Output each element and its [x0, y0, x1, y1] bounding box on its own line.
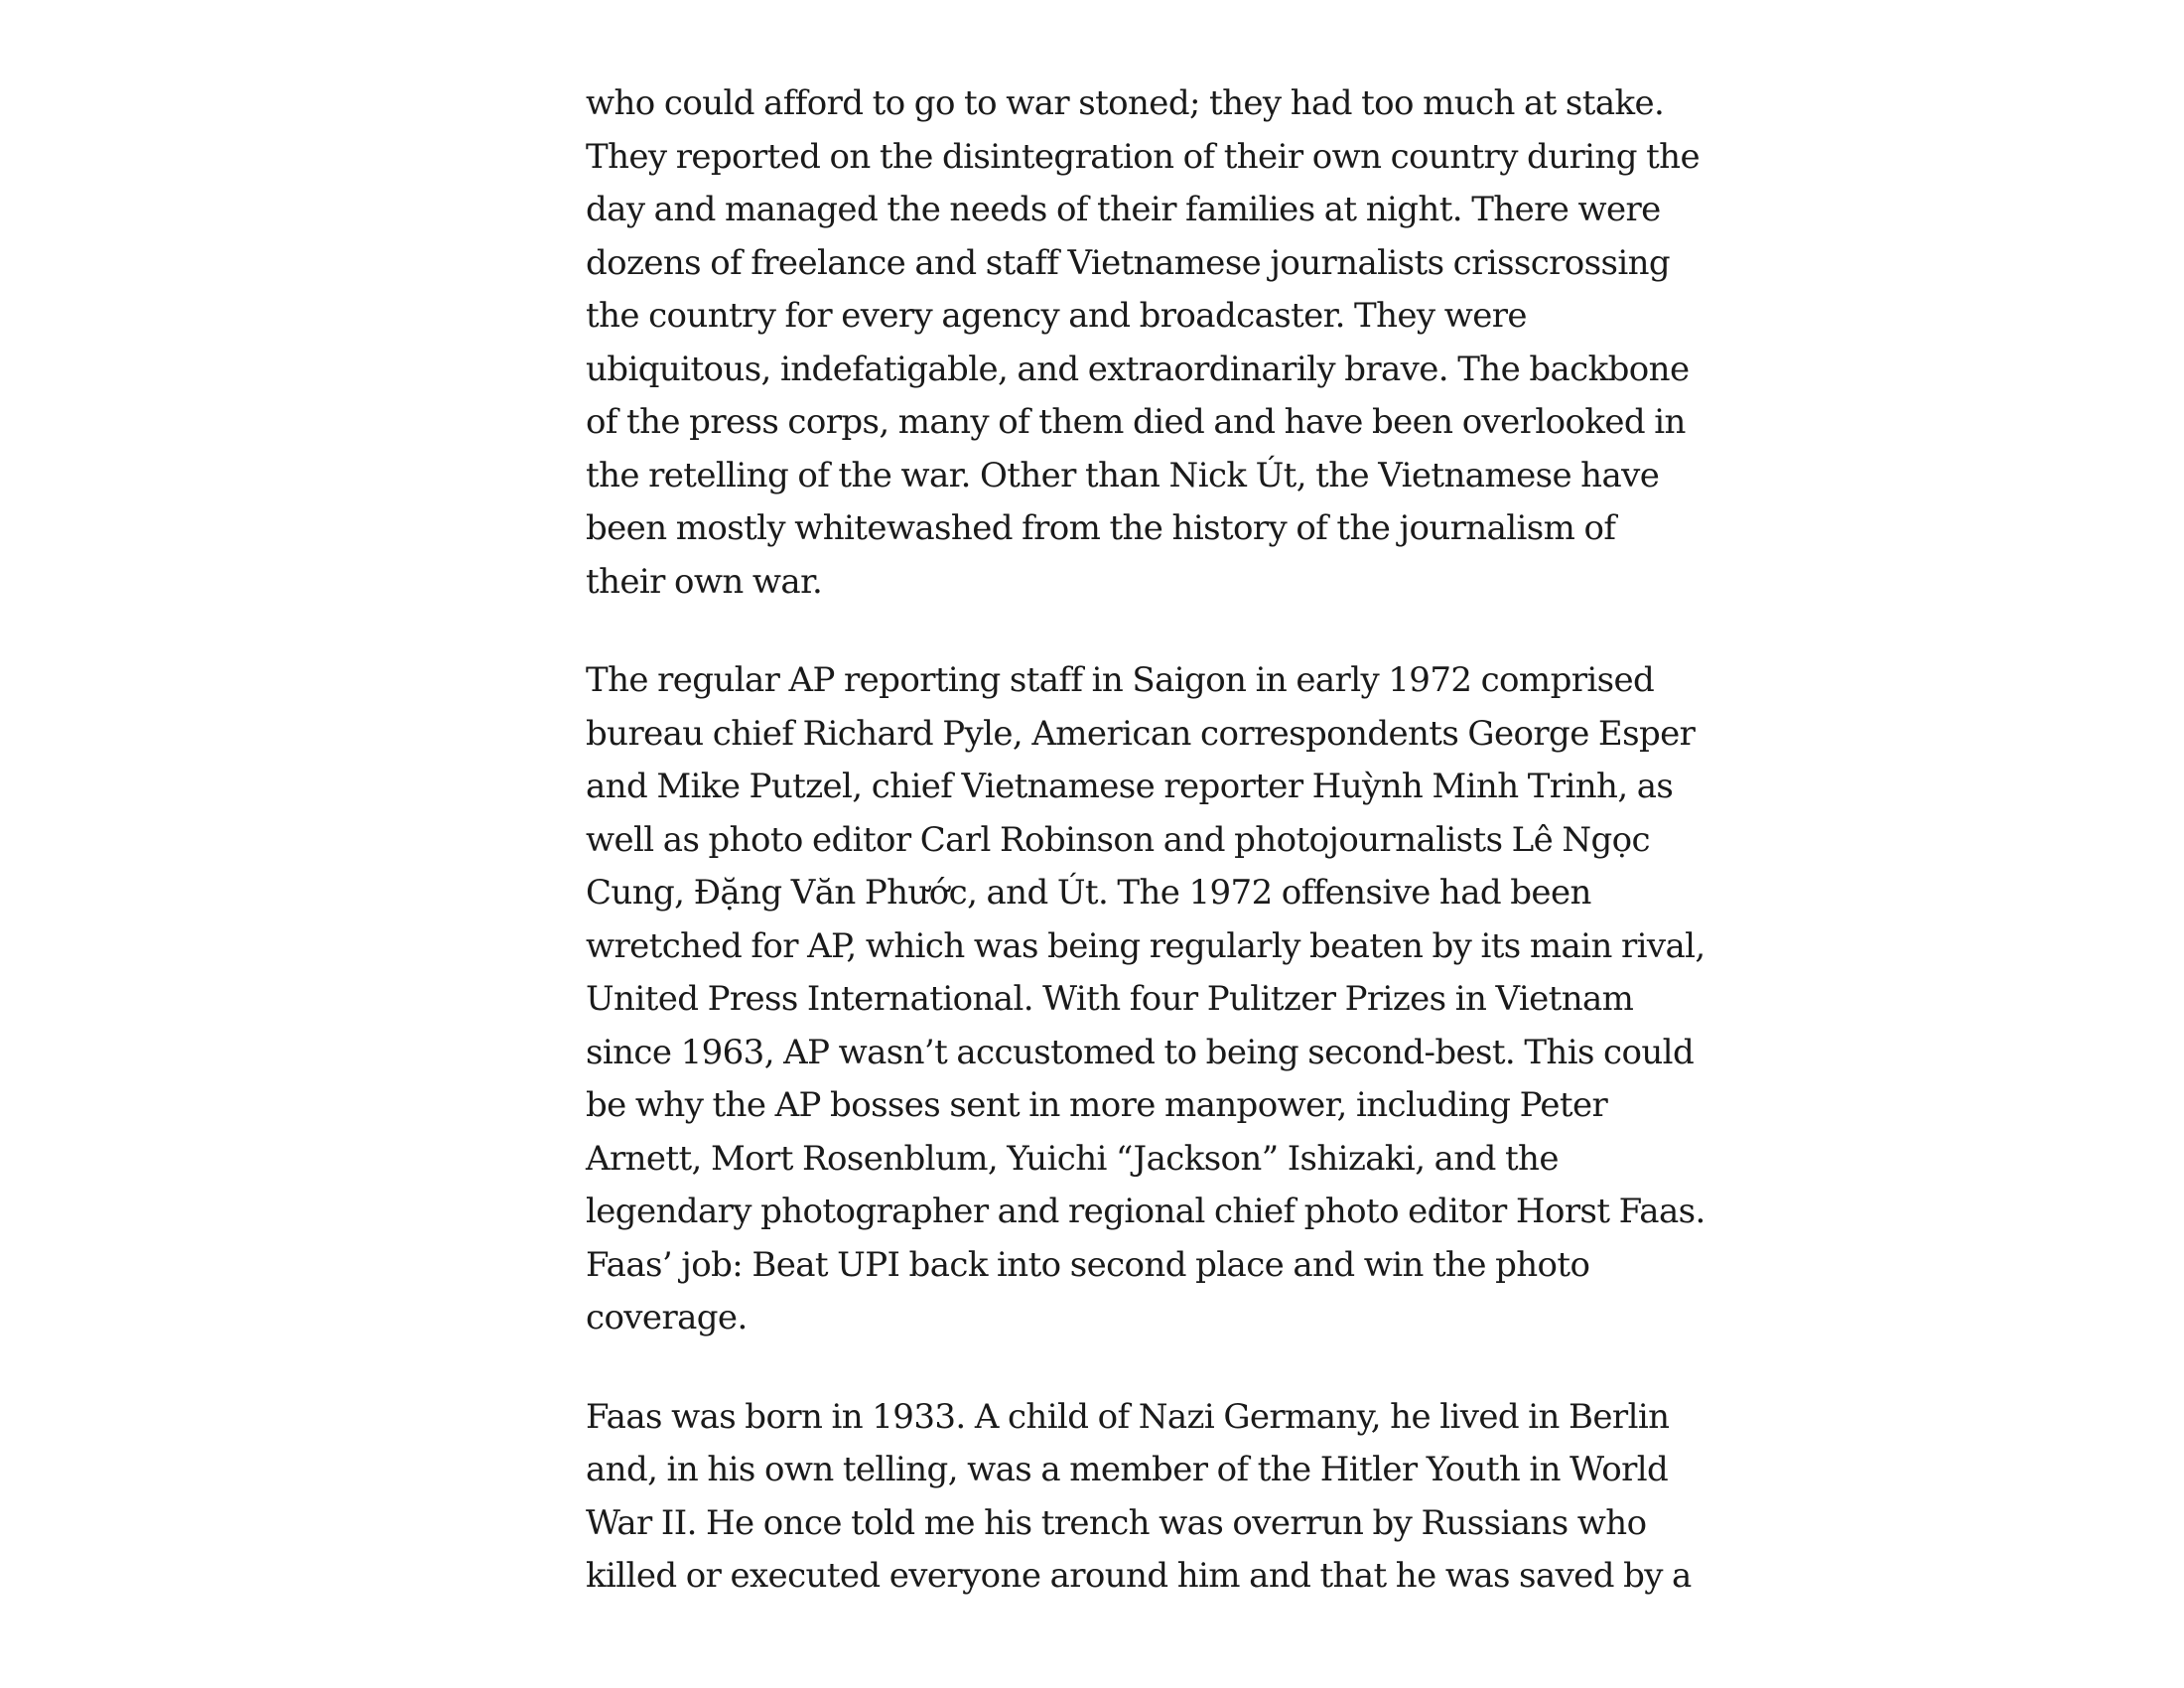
text-line: legendary photographer and regional chief photo editor Horst Faas. — [586, 1192, 1706, 1231]
text-line: War II. He once told me his trench was overrun by Russians who — [586, 1502, 1647, 1543]
text-line: bureau chief Richard Pyle, American correspondents George Esper — [586, 713, 1696, 754]
text-line: Faas was born in 1933. A child of Nazi Germany, he lived in Berlin — [586, 1396, 1670, 1437]
text-line: Arnett, Mort Rosenblum, Yuichi “Jackson” Ishizaki, and the — [586, 1138, 1559, 1179]
paragraph-1 — [586, 77, 1700, 609]
text-line: United Press International. With four Pulitzer Prizes in Vietnam — [586, 979, 1634, 1019]
text-line: well as photo editor Carl Robinson and photojournalists Lê Ngọc — [586, 819, 1650, 860]
text-line: their own war. — [586, 561, 823, 602]
text-line: of the press corps, many of them died and have been overlooked in — [586, 402, 1686, 442]
text-line: and, in his own telling, was a member of the Hitler Youth in World — [586, 1450, 1669, 1489]
text-line: ubiquitous, indefatigable, and extraordinarily brave. The backbone — [586, 349, 1690, 389]
text-line: coverage. — [586, 1298, 748, 1337]
text-line: since 1963, AP wasn’t accustomed to being second-best. This could — [586, 1032, 1695, 1072]
text-line: Faas’ job: Beat UPI back into second place and win the photo — [586, 1244, 1590, 1285]
text-line: dozens of freelance and staff Vietnamese journalists crisscrossing — [586, 242, 1671, 283]
text-line: Cung, Đặng Văn Phước, and Út. The 1972 offensive had been — [586, 873, 1591, 913]
text-line: day and managed the needs of their families at night. There were — [586, 190, 1661, 229]
body-text — [586, 77, 1706, 1649]
text-line: been mostly whitewashed from the history of the journalism of — [586, 508, 1616, 548]
text-line: wretched for AP, which was being regularly beaten by its main rival, — [586, 925, 1706, 966]
paragraph-2 — [586, 654, 1706, 1345]
text-line: They reported on the disintegration of their own country during the — [586, 136, 1700, 177]
text-line: who could afford to go to war stoned; they had too much at stake. — [586, 83, 1665, 123]
paragraph-3 — [586, 1391, 1692, 1604]
text-line: the country for every agency and broadcaster. They were — [586, 296, 1527, 336]
text-line: the retelling of the war. Other than Nick Út, the Vietnamese have — [586, 455, 1660, 495]
text-line: be why the AP bosses sent in more manpower, including Peter — [586, 1085, 1608, 1125]
text-line: killed or executed everyone around him and that he was saved by a — [586, 1556, 1692, 1596]
text-line: The regular AP reporting staff in Saigon in early 1972 comprised — [586, 660, 1655, 700]
text-line: and Mike Putzel, chief Vietnamese reporter Huỳnh Minh Trinh, as — [586, 767, 1674, 806]
